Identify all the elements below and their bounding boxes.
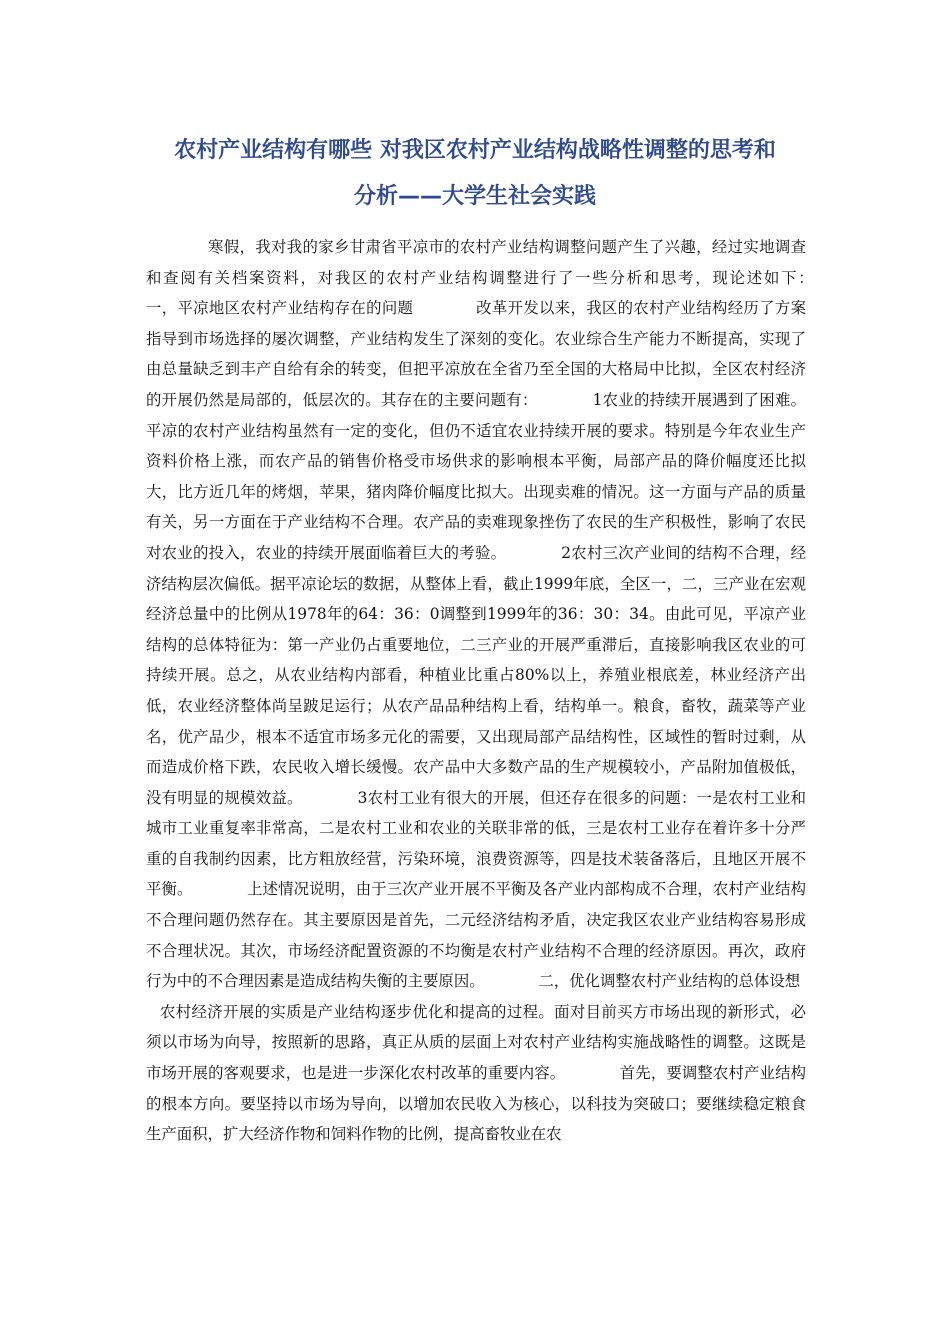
title-line-1: 农村产业结构有哪些 对我区农村产业结构战略性调整的思考和 <box>174 138 776 163</box>
body-paragraph-2: 农村经济开展的实质是产业结构逐步优化和提高的过程。面对目前买方市场出现的新形式，必须以市场为向导，按照新的思路，真正从质的层面上对农村产业结构实施战略性的调整。这既是市场开展的客观要求，也是进一步深化农村改革的重要内容。 首先，要调整农村产业结构的根本方向。要坚持以市场为导向，以增加农民收入为核心，以科技为突破口；要继续稳定粮食生产面积，扩大经济作物和饲料作物的比例，提高畜牧业在农 <box>146 1002 806 1144</box>
title-line-2: 分析——大学生社会实践 <box>353 184 596 209</box>
body-paragraph-1: 寒假，我对我的家乡甘肃省平凉市的农村产业结构调整问题产生了兴趣，经过实地调查和查阅有关档案资料，对我区的农村产业结构调整进行了一些分析和思考，现论述如下： 一，平凉地区农村产业结构存在的问题 改革开发以来，我区的农村产业结构经历了方案指导到市场选择的屡次调整，产业结构发生了深刻的变化。农业综合生产能力不断提高，实现了由总量缺乏到丰产自给有余的转变，但把平凉放在全省乃至全国的大格局中比拟，全区农村经济的开展仍然是局部的，低层次的。其存在的主要问题有： 1农业的持续开展遇到了困难。平凉的农村产业结构虽然有一定的变化，但仍不适宜农业持续开展的要求。特别是今年农业生产资料价格上涨，而农产品的销售价格受市场供求的影响根本平衡，局部产品的降价幅度还比拟大，比方近几年的烤烟，苹果，猪肉降价幅度比拟大。出现卖难的情况。这一方面与产品的质量有关，另一方面在于产业结构不合理。农产品的卖难现象挫伤了农民的生产积极性，影响了农民对农业的投入，农业的持续开展面临着巨大的考验。 2农村三次产业间的结构不合理，经济结构层次偏低。据平凉论坛的数据，从整体上看，截止1999年底，全区一，二，三产业在宏观经济总量中的比例从1978年的64：36：0调整到1999年的36：30：34。由此可见，平凉产业结构的总体特征为：第一产业仍占重要地位，二三产业的开展严重滞后，直接影响我区农业的可持续开展。总之，从农业结构内部看，种植业比重占80%以上，养殖业根底差，林业经济产出低，农业经济整体尚呈跛足运行；从农产品品种结构上看，结构单一。粮食，畜牧，蔬菜等产业名，优产品少，根本不适宜市场多元化的需要，又出现局部产品结构性，区域性的暂时过剩，从而造成价格下跌，农民收入增长缓慢。农产品中大多数产品的生产规模较小，产品附加值极低，没有明显的规模效益。 3农村工业有很大的开展，但还存在很多的问题：一是农村工业和城市工业重复率非常高，二是农村工业和农业的关联非常的低，三是农村工业存在着许多十分严重的自我制约因素，比方粗放经营，污染环境，浪费资源等，四是技术装备落后，且地区开展不平衡。 上述情况说明，由于三次产业开展不平衡及各产业内部构成不合理，农村产业结构不合理问题仍然存在。其主要原因是首先，二元经济结构矛盾，决定我区农业产业结构容易形成不合理状况。其次，市场经济配置资源的不均衡是农村产业结构不合理的经济原因。再次，政府行为中的不合理因素是造成结构失衡的主要原因。 二，优化调整农村产业结构的总体设想 <box>146 238 868 991</box>
document-body <box>146 232 868 1150</box>
document-title <box>120 128 830 220</box>
